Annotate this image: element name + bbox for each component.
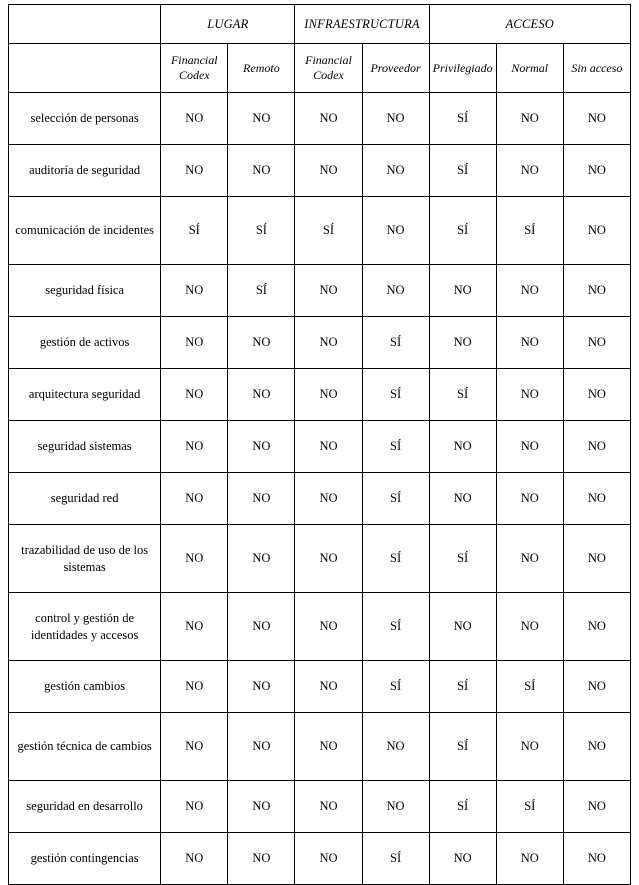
matrix-cell: NO: [362, 713, 429, 781]
matrix-cell: NO: [563, 197, 630, 265]
matrix-cell: NO: [496, 265, 563, 317]
matrix-cell: NO: [161, 525, 228, 593]
matrix-cell: SÍ: [362, 421, 429, 473]
matrix-cell: NO: [228, 833, 295, 885]
matrix-cell: NO: [563, 473, 630, 525]
matrix-cell: NO: [429, 593, 496, 661]
matrix-cell: NO: [563, 369, 630, 421]
table-row: [9, 713, 631, 781]
row-label: control y gestión de identidades y accesos: [9, 593, 161, 661]
row-label: seguridad red: [9, 473, 161, 525]
matrix-cell: SÍ: [496, 197, 563, 265]
matrix-cell: NO: [295, 473, 362, 525]
matrix-cell: SÍ: [429, 661, 496, 713]
row-label: trazabilidad de uso de los sistemas: [9, 525, 161, 593]
matrix-cell: NO: [563, 525, 630, 593]
matrix-cell: NO: [295, 145, 362, 197]
matrix-cell: NO: [362, 265, 429, 317]
subheader-infra-proveedor: Proveedor: [362, 44, 429, 93]
matrix-cell: SÍ: [362, 661, 429, 713]
matrix-cell: NO: [161, 661, 228, 713]
matrix-cell: NO: [228, 317, 295, 369]
matrix-cell: SÍ: [496, 781, 563, 833]
table-row: [9, 197, 631, 265]
security-matrix-table: [8, 4, 631, 885]
table-body: [9, 93, 631, 885]
table-row: [9, 593, 631, 661]
matrix-cell: NO: [295, 421, 362, 473]
table-row: [9, 473, 631, 525]
subheader-acceso-normal: Normal: [496, 44, 563, 93]
matrix-cell: NO: [161, 93, 228, 145]
matrix-cell: NO: [161, 713, 228, 781]
group-header-infraestructura: INFRAESTRUCTURA: [295, 5, 429, 44]
matrix-cell: NO: [228, 473, 295, 525]
matrix-cell: NO: [496, 317, 563, 369]
table-row: [9, 421, 631, 473]
matrix-cell: SÍ: [429, 525, 496, 593]
matrix-cell: SÍ: [429, 145, 496, 197]
matrix-cell: NO: [563, 317, 630, 369]
matrix-cell: NO: [496, 713, 563, 781]
matrix-cell: SÍ: [362, 317, 429, 369]
matrix-cell: NO: [228, 93, 295, 145]
matrix-cell: NO: [228, 713, 295, 781]
matrix-cell: NO: [161, 781, 228, 833]
matrix-cell: NO: [161, 265, 228, 317]
corner-cell: [9, 5, 161, 44]
matrix-cell: NO: [429, 317, 496, 369]
table-row: [9, 265, 631, 317]
row-label: seguridad sistemas: [9, 421, 161, 473]
matrix-cell: NO: [295, 713, 362, 781]
matrix-cell: NO: [161, 317, 228, 369]
row-label: auditoría de seguridad: [9, 145, 161, 197]
row-label: seguridad en desarrollo: [9, 781, 161, 833]
matrix-cell: NO: [295, 781, 362, 833]
subheader-infra-financial-codex: Financial Codex: [295, 44, 362, 93]
matrix-cell: NO: [362, 93, 429, 145]
matrix-cell: SÍ: [429, 713, 496, 781]
matrix-cell: NO: [161, 473, 228, 525]
matrix-cell: SÍ: [429, 369, 496, 421]
matrix-cell: NO: [563, 661, 630, 713]
subheader-lugar-financial-codex: Financial Codex: [161, 44, 228, 93]
row-label: gestión contingencias: [9, 833, 161, 885]
matrix-cell: NO: [496, 593, 563, 661]
matrix-cell: NO: [496, 145, 563, 197]
matrix-cell: NO: [228, 781, 295, 833]
row-label: seguridad física: [9, 265, 161, 317]
table-row: [9, 145, 631, 197]
matrix-cell: NO: [496, 473, 563, 525]
subheader-acceso-privilegiado: Privilegiado: [429, 44, 496, 93]
matrix-cell: SÍ: [362, 473, 429, 525]
matrix-cell: NO: [563, 781, 630, 833]
matrix-cell: NO: [295, 525, 362, 593]
matrix-cell: SÍ: [362, 833, 429, 885]
matrix-cell: NO: [496, 369, 563, 421]
matrix-cell: NO: [496, 525, 563, 593]
matrix-cell: NO: [563, 145, 630, 197]
table-row: [9, 317, 631, 369]
matrix-cell: NO: [563, 833, 630, 885]
matrix-cell: NO: [228, 369, 295, 421]
matrix-cell: NO: [161, 833, 228, 885]
matrix-cell: NO: [362, 781, 429, 833]
matrix-cell: NO: [563, 421, 630, 473]
matrix-cell: NO: [563, 593, 630, 661]
matrix-cell: NO: [228, 525, 295, 593]
matrix-cell: NO: [496, 93, 563, 145]
row-label: gestión de activos: [9, 317, 161, 369]
table-row: [9, 369, 631, 421]
table-row: [9, 525, 631, 593]
matrix-cell: NO: [295, 369, 362, 421]
row-label: gestión cambios: [9, 661, 161, 713]
table-row: [9, 93, 631, 145]
row-label: comunicación de incidentes: [9, 197, 161, 265]
matrix-cell: NO: [161, 369, 228, 421]
matrix-cell: SÍ: [362, 525, 429, 593]
table-row: [9, 833, 631, 885]
matrix-cell: SÍ: [429, 93, 496, 145]
matrix-cell: NO: [161, 145, 228, 197]
matrix-cell: SÍ: [161, 197, 228, 265]
matrix-cell: NO: [295, 593, 362, 661]
matrix-cell: NO: [496, 833, 563, 885]
matrix-cell: NO: [496, 421, 563, 473]
matrix-cell: SÍ: [362, 593, 429, 661]
matrix-cell: NO: [429, 421, 496, 473]
matrix-cell: NO: [563, 713, 630, 781]
matrix-cell: NO: [295, 93, 362, 145]
matrix-cell: NO: [228, 145, 295, 197]
matrix-cell: NO: [362, 197, 429, 265]
matrix-cell: NO: [563, 265, 630, 317]
matrix-cell: NO: [295, 265, 362, 317]
matrix-cell: NO: [161, 421, 228, 473]
matrix-cell: NO: [295, 317, 362, 369]
matrix-cell: NO: [429, 833, 496, 885]
matrix-cell: SÍ: [228, 265, 295, 317]
matrix-cell: SÍ: [295, 197, 362, 265]
subheader-lugar-remoto: Remoto: [228, 44, 295, 93]
matrix-cell: SÍ: [429, 197, 496, 265]
matrix-cell: SÍ: [496, 661, 563, 713]
matrix-cell: NO: [228, 421, 295, 473]
matrix-cell: SÍ: [362, 369, 429, 421]
matrix-cell: NO: [429, 473, 496, 525]
subheader-acceso-sin-acceso: Sin acceso: [563, 44, 630, 93]
row-label: gestión técnica de cambios: [9, 713, 161, 781]
table-row: [9, 661, 631, 713]
table-header: [9, 5, 631, 93]
matrix-cell: NO: [161, 593, 228, 661]
row-label: arquitectura seguridad: [9, 369, 161, 421]
matrix-cell: NO: [362, 145, 429, 197]
matrix-cell: NO: [228, 593, 295, 661]
matrix-cell: NO: [228, 661, 295, 713]
row-label: selección de personas: [9, 93, 161, 145]
matrix-cell: SÍ: [228, 197, 295, 265]
matrix-cell: NO: [295, 833, 362, 885]
group-header-row: [9, 5, 631, 44]
subheader-row: [9, 44, 631, 93]
matrix-cell: SÍ: [429, 781, 496, 833]
group-header-lugar: LUGAR: [161, 5, 295, 44]
matrix-cell: NO: [563, 93, 630, 145]
group-header-acceso: ACCESO: [429, 5, 630, 44]
subheader-blank: [9, 44, 161, 93]
matrix-cell: NO: [429, 265, 496, 317]
matrix-cell: NO: [295, 661, 362, 713]
